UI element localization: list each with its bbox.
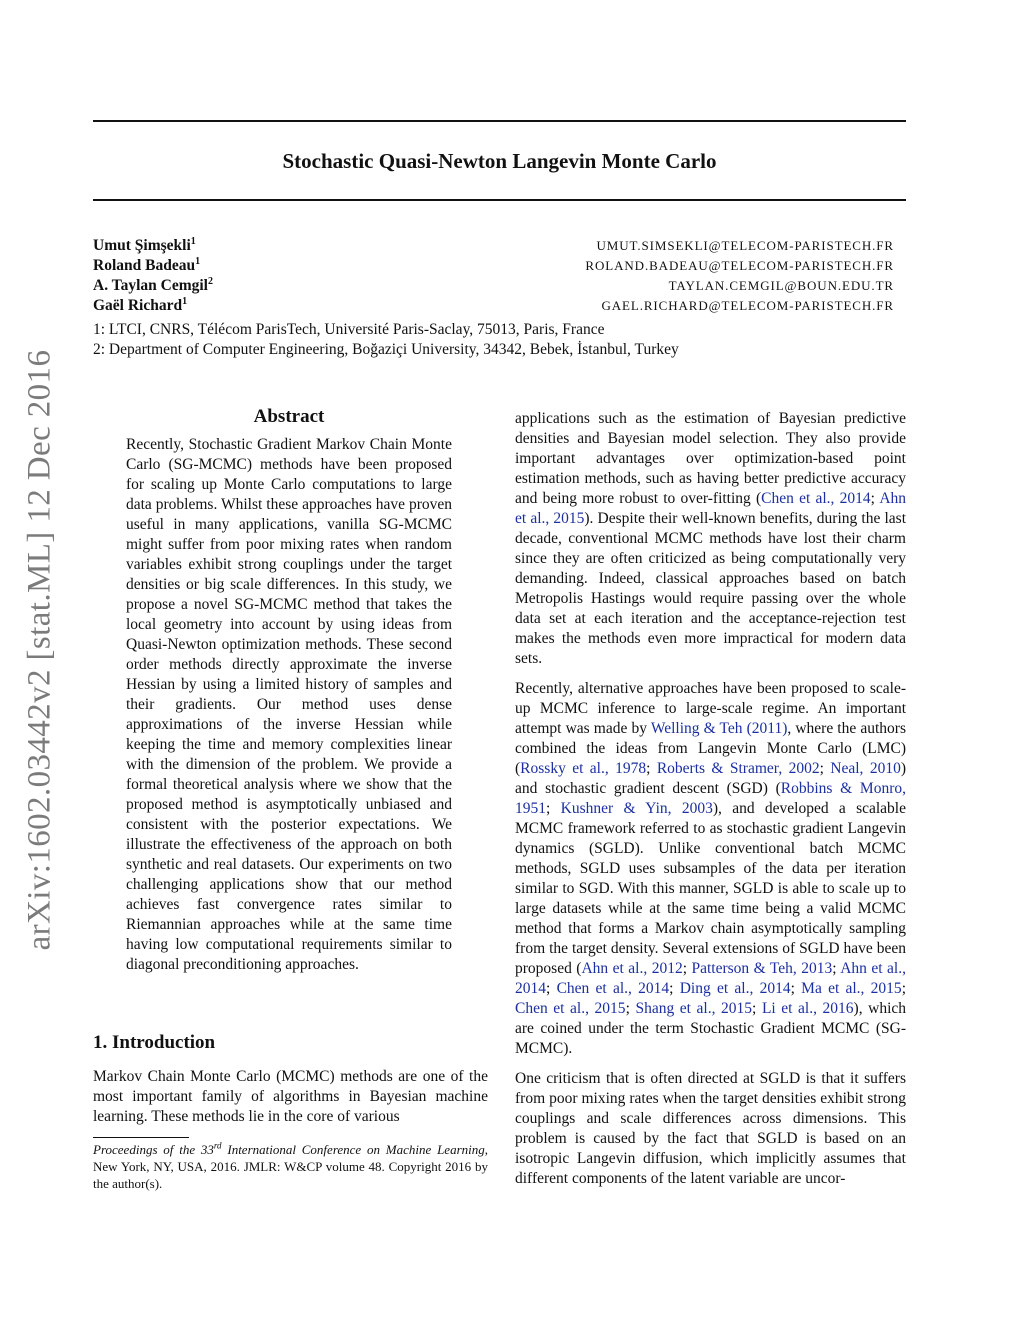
affiliation-marker: 2 <box>207 275 213 287</box>
author-email[interactable]: UMUT.SIMSEKLI@TELECOM-PARISTECH.FR <box>596 238 894 253</box>
author-row <box>93 276 894 296</box>
footnote <box>93 1141 488 1192</box>
right-paragraph-2 <box>515 679 906 1059</box>
citation-link[interactable]: Kushner & Yin, 2003 <box>560 800 713 817</box>
citation-link[interactable]: Ahn et al., 2015 <box>515 490 907 527</box>
citation-link[interactable]: Rossky et al., 1978 <box>520 760 647 777</box>
author-name <box>93 256 200 276</box>
citation-link[interactable]: Welling & Teh (2011) <box>650 720 788 737</box>
intro-paragraph-1: Markov Chain Monte Carlo (MCMC) methods are one of the most important family of algorithms in Bayesian machine learning. These methods lie in the core of various <box>93 1068 488 1125</box>
section-heading-introduction: 1. Introduction <box>93 1032 216 1053</box>
author-name-text: A. Taylan Cemgil <box>93 277 208 294</box>
text-run: ; <box>625 1000 636 1017</box>
citation-link[interactable]: Robbins & Monro, 1951 <box>515 780 906 817</box>
citation-link[interactable]: Ma et al., 2015 <box>801 980 902 997</box>
text-run: ) and stochastic gradient descent (SGD) ( <box>515 760 906 797</box>
footnote-conference: International Conference on Machine Learning <box>221 1142 485 1157</box>
author-email[interactable]: GAEL.RICHARD@TELECOM-PARISTECH.FR <box>601 298 894 313</box>
author-name-text: Gaël Richard <box>93 297 183 314</box>
text-run: ; <box>646 760 657 777</box>
text-run: ; <box>819 760 831 777</box>
author-email[interactable]: TAYLAN.CEMGIL@BOUN.EDU.TR <box>668 278 894 293</box>
citation-link[interactable]: Chen et al., 2014 <box>556 980 670 997</box>
citation-link[interactable]: Shang et al., 2015 <box>635 1000 753 1017</box>
author-row <box>93 256 894 276</box>
text-run: applications such as the estimation of Bayesian predictive densities and Bayesian model selection. They also provide important advantages over optimization-based point estimation methods, such as having better predictive accuracy and being more robust to over-fitting ( <box>515 410 906 507</box>
text-run: ; <box>870 490 880 507</box>
author-name <box>93 276 213 296</box>
footnote-rest: , New York, NY, USA, 2016. JMLR: W&CP volume 48. Copyright 2016 by the author(s). <box>93 1142 488 1191</box>
citation-link[interactable]: Patterson & Teh, 2013 <box>691 960 833 977</box>
text-run: ; <box>901 980 906 997</box>
citation-link[interactable]: Neal, 2010 <box>830 760 901 777</box>
text-run: Recently, alternative approaches have been proposed to scale-up MCMC inference to large-scale regime. An important attempt was made by <box>515 680 906 737</box>
paper-title: Stochastic Quasi-Newton Langevin Monte Carlo <box>282 149 717 173</box>
text-run: ; <box>752 1000 762 1017</box>
text-run: ). Despite their well-known benefits, during the last decade, conventional MCMC methods have lost their charm since they are often criticized as being computationally very demanding. Indeed, classical approaches based on batch Metropolis Hastings would require passing over the whole data set at each iteration and the acceptance-rejection test makes the methods even more impractical for modern data sets. <box>515 510 907 667</box>
text-run: ; <box>546 980 557 997</box>
author-name-text: Umut Şimşekli <box>93 237 191 254</box>
footnote-prefix: Proceedings of the <box>93 1142 201 1157</box>
affiliation-marker: 1 <box>195 255 201 267</box>
text-run: ; <box>669 980 680 997</box>
author-email[interactable]: ROLAND.BADEAU@TELECOM-PARISTECH.FR <box>585 258 894 273</box>
footnote-rule <box>93 1137 189 1138</box>
text-run: ), which are coined under the term Stochastic Gradient MCMC (SG-MCMC). <box>515 1000 907 1057</box>
text-run: ; <box>832 960 841 977</box>
text-run: ; <box>682 960 692 977</box>
arxiv-stamp: arXiv:1602.03442v2 [stat.ML] 12 Dec 2016 <box>21 349 58 951</box>
affiliation-1: 1: LTCI, CNRS, Télécom ParisTech, Université Paris-Saclay, 75013, Paris, France <box>93 321 605 338</box>
affiliation-marker: 1 <box>182 295 188 307</box>
right-paragraph-3: One criticism that is often directed at SGLD is that it suffers from poor mixing rates when the target densities exhibit strong couplings and scale differences across dimensions. This problem is caused by the fact that SGLD is based on an isotropic Langevin diffusion, which implicitly assumes that different components of the latent variable are uncor- <box>515 1070 906 1187</box>
author-name-text: Roland Badeau <box>93 257 196 274</box>
author-row <box>93 236 894 256</box>
abstract-heading: Abstract <box>253 406 325 427</box>
author-name <box>93 296 187 316</box>
text-run: , where the authors combined the ideas from Langevin Monte Carlo (LMC) ( <box>515 720 906 777</box>
author-row <box>93 296 894 316</box>
affiliation-marker: 1 <box>190 235 196 247</box>
citation-link[interactable]: Ahn et al., 2014 <box>515 960 906 997</box>
footnote-ordinal-sup: rd <box>213 1140 222 1151</box>
text-run: ; <box>546 800 561 817</box>
citation-link[interactable]: Chen et al., 2015 <box>515 1000 626 1017</box>
text-run: ; <box>790 980 802 997</box>
citation-link[interactable]: Roberts & Stramer, 2002 <box>656 760 820 777</box>
citation-link[interactable]: Li et al., 2016 <box>761 1000 854 1017</box>
text-run: ), and developed a scalable MCMC framework referred to as stochastic gradient Langevin dynamics (SGLD). Unlike conventional batch MCMC methods, SGLD uses subsamples of the data per iteration similar to SGD. With this manner, SGLD is able to scale up to large datasets while at the same time being a valid MCMC method that forms a Markov chain asymptotically sampling from the target density. Several extensions of SGLD have been proposed ( <box>515 800 906 977</box>
abstract-text: Recently, Stochastic Gradient Markov Chain Monte Carlo (SG-MCMC) methods have been proposed for scaling up Monte Carlo computations to large data problems. Whilst these approaches have proven useful in many applications, vanilla SG-MCMC might suffer from poor mixing rates when random variables exhibit strong couplings under the target densities or big scale differences. In this study, we propose a novel SG-MCMC method that takes the local geometry into account by using ideas from Quasi-Newton optimization methods. These second order methods directly approximate the inverse Hessian by using a limited history of samples and their gradients. Our method uses dense approximations of the inverse Hessian while keeping the time and memory complexities linear with the dimension of the problem. We provide a formal theoretical analysis where we show that the proposed method is asymptotically unbiased and consistent with the posterior expectations. We illustrate the effectiveness of the approach on both synthetic and real datasets. Our experiments on two challenging applications show that our method achieves fast convergence rates similar to Riemannian approaches while at the same time having low computational requirements similar to diagonal preconditioning approaches. <box>126 436 452 973</box>
footnote-ordinal: 33 <box>200 1142 214 1157</box>
title-bottom-rule <box>93 199 906 201</box>
citation-link[interactable]: Chen et al., 2014 <box>761 490 871 507</box>
citation-link[interactable]: Ahn et al., 2012 <box>581 960 683 977</box>
title-top-rule <box>93 120 906 122</box>
author-name <box>93 236 196 256</box>
right-paragraph-1 <box>515 409 906 669</box>
citation-link[interactable]: Ding et al., 2014 <box>679 980 791 997</box>
affiliation-2: 2: Department of Computer Engineering, Boğaziçi University, 34342, Bebek, İstanbul, Turkey <box>93 341 679 358</box>
